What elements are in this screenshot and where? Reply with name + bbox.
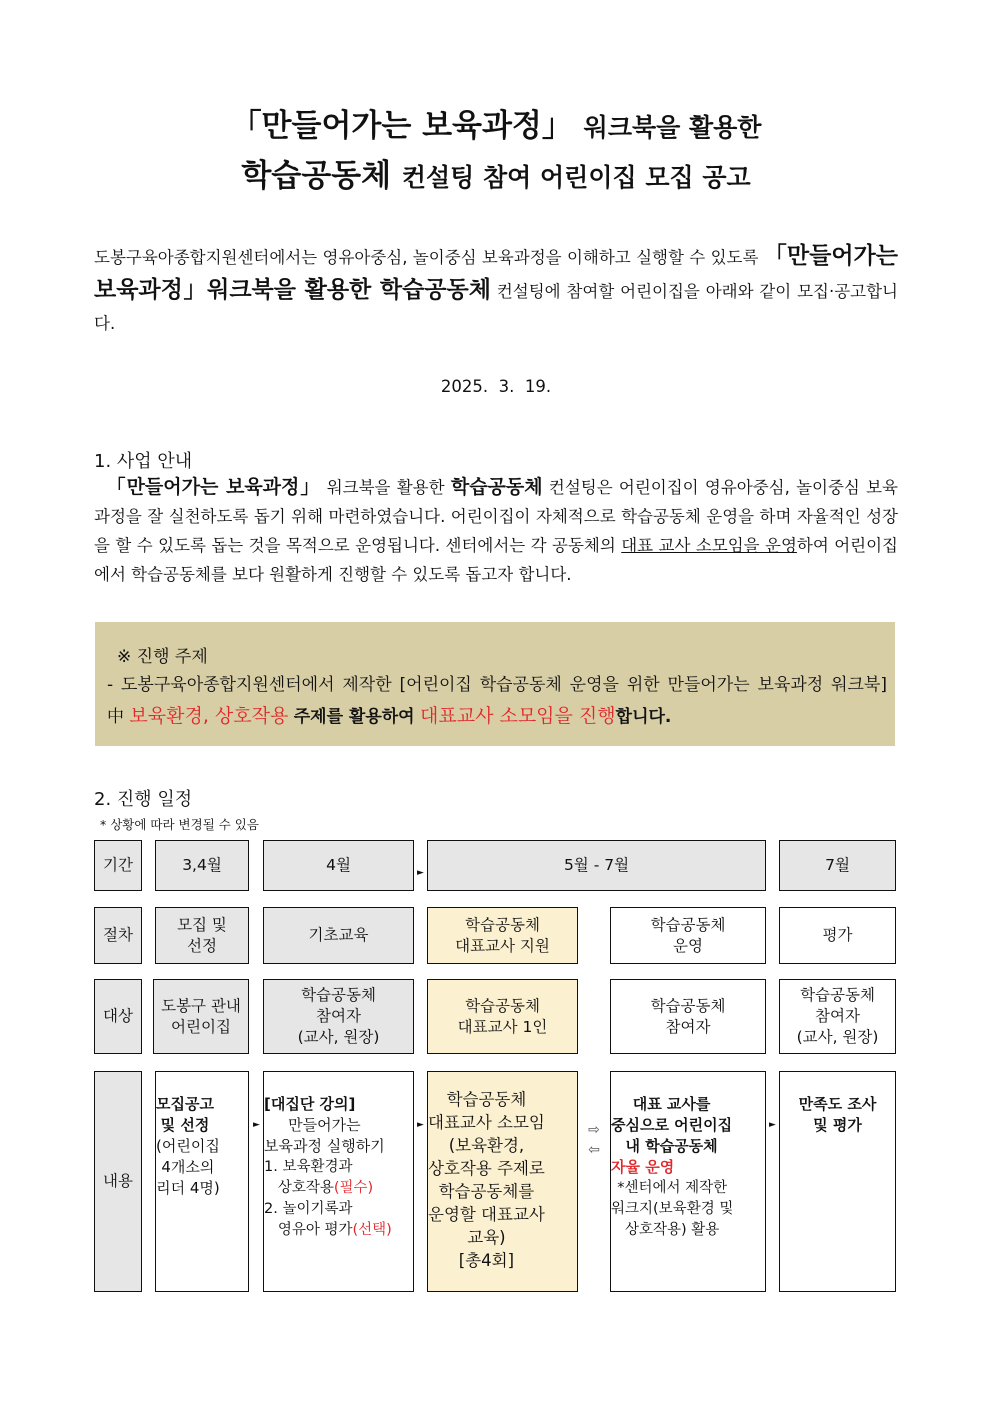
title-community: 학습공동체 <box>241 158 392 194</box>
procedure-teacher-support: 학습공동체 대표교사 지원 <box>427 907 578 964</box>
content-lecture-item-1 <box>264 1157 404 1199</box>
target-eval-participants: 학습공동체 참여자 (교사, 원장) <box>779 979 896 1054</box>
schedule-note: * 상황에 따라 변경될 수 있음 <box>100 817 259 832</box>
topic-notice-box <box>95 622 895 746</box>
notice-text-c: 합니다. <box>615 707 672 727</box>
content-evaluation: 만족도 조사 및 평가 <box>779 1071 896 1292</box>
period-apr: 4월 <box>263 840 414 891</box>
target-daycare: 도봉구 관내 어린이집 <box>153 979 249 1054</box>
content-operation-note: *센터에서 제작한 워크지(보육환경 및 상호작용) 활용 <box>611 1180 734 1238</box>
notice-text-a: - 도봉구육아종합지원센터에서 제작한 [어린이집 학습공동체 운영을 위한 만들어가는 보육과정 워크북] 中 <box>107 675 887 727</box>
procedure-operation: 학습공동체 운영 <box>610 907 766 964</box>
optional-tag: (선택) <box>352 1222 392 1238</box>
title-line-1 <box>0 100 992 145</box>
content-recruit <box>155 1071 249 1292</box>
procedure-evaluation: 평가 <box>779 907 896 964</box>
title-line-2 <box>0 150 992 195</box>
intro-text-2: 컨설팅에 참여할 어린이집을 아래와 같이 모집·공고합니다. <box>94 282 898 333</box>
community-emphasis: 학습공동체 <box>450 476 543 498</box>
item-2-text: 2. 놀이기록과 영유아 평가 <box>264 1201 353 1238</box>
content-meeting-body: (보육환경, 상호작용 주제로 학습공동체를 운영할 대표교사 교육) [총4회] <box>428 1136 545 1270</box>
row-label-content: 내용 <box>94 1071 142 1292</box>
content-teacher-meeting <box>427 1071 578 1292</box>
notice-heading: ※ 진행 주제 <box>117 647 208 667</box>
section-2-heading: 2. 진행 일정 <box>94 789 193 810</box>
period-mar-apr: 3,4월 <box>155 840 249 891</box>
content-recruit-detail: (어린이집 4개소의 리더 4명) <box>156 1137 220 1197</box>
content-lecture-title: [대집단 강의] <box>264 1095 356 1113</box>
arrow-right-icon: ► <box>769 1120 776 1130</box>
procedure-recruit: 모집 및 선정 <box>155 907 249 964</box>
content-lecture-item-2 <box>264 1199 404 1241</box>
title-workbook-name: 「만들어가는 보육과정」 <box>230 108 573 144</box>
intro-emphasis: 「만들어가는 보육과정」워크북을 활용한 학습공동체 <box>94 243 898 303</box>
section-1-text-c: 하여 어린이집에서 학습공동체를 보다 원활하게 진행할 수 있도록 돕고자 합니다. <box>94 536 898 584</box>
bidirectional-arrow-icon: ⇨ ⇦ <box>588 1122 600 1158</box>
notice-body <box>107 670 887 733</box>
row-label-period: 기간 <box>94 840 142 891</box>
procedure-basic-education: 기초교육 <box>263 907 414 964</box>
section-1-text-a: 워크북을 활용한 <box>326 478 445 497</box>
period-jul: 7월 <box>779 840 896 891</box>
target-representative-teacher: 학습공동체 대표교사 1인 <box>427 979 578 1054</box>
period-may-jul: 5월 - 7월 <box>427 840 766 891</box>
title-line-1-rest: 워크북을 활용한 <box>583 113 762 142</box>
content-community-operation <box>610 1071 766 1292</box>
arrow-right-icon: ► <box>417 1120 424 1130</box>
section-1-paragraph <box>94 473 898 589</box>
target-participants: 학습공동체 참여자 (교사, 원장) <box>263 979 414 1054</box>
content-operation-title: 대표 교사를 중심으로 어린이집 내 학습공동체 <box>611 1095 733 1155</box>
notice-topics: 보육환경, 상호작용 <box>129 705 289 727</box>
announcement-date: 2025. 3. 19. <box>440 377 552 396</box>
content-meeting-title: 학습공동체 대표교사 소모임 <box>428 1090 545 1132</box>
target-community-participants: 학습공동체 참여자 <box>610 979 766 1054</box>
row-label-target: 대상 <box>94 979 142 1054</box>
underlined-phrase: 대표 교사 소모임을 운영 <box>621 536 797 555</box>
section-1-text-b: 컨설팅은 어린이집이 영유아중심, 놀이중심 보육과정을 잘 실천하도록 돕기 위해 마련하였습니다. 어린이집이 자체적으로 학습공동체 운영을 하며 자율적인 성장을 할 수 있도록 돕는 것을 목적으로 운영됩니다. 센터에서는 각 공동체의 <box>94 478 898 555</box>
row-label-procedure: 절차 <box>94 907 142 964</box>
content-basic-education <box>263 1071 414 1292</box>
notice-meeting: 대표교사 소모임을 진행 <box>420 705 616 727</box>
required-tag: (필수) <box>333 1180 374 1196</box>
intro-text-1: 도봉구육아종합지원센터에서는 영유아중심, 놀이중심 보육과정을 이해하고 실행할 수 있도록 <box>94 248 759 267</box>
section-1-heading: 1. 사업 안내 <box>94 451 193 472</box>
intro-paragraph <box>94 240 898 340</box>
arrow-right-icon: ► <box>417 868 424 878</box>
content-lecture-subtitle: 만들어가는 보육과정 실행하기 <box>264 1116 385 1155</box>
workbook-name: 「만들어가는 보육과정」 <box>106 476 321 498</box>
item-1-text: 1. 보육환경과 상호작용 <box>264 1159 353 1196</box>
notice-text-b: 주제를 활용하여 <box>293 707 415 727</box>
content-recruit-title: 모집공고 및 선정 <box>156 1095 214 1134</box>
content-autonomous-operation: 자율 운영 <box>611 1158 675 1176</box>
title-line-2-rest: 컨설팅 참여 어린이집 모집 공고 <box>401 163 751 192</box>
arrow-right-icon: ► <box>253 1120 260 1130</box>
